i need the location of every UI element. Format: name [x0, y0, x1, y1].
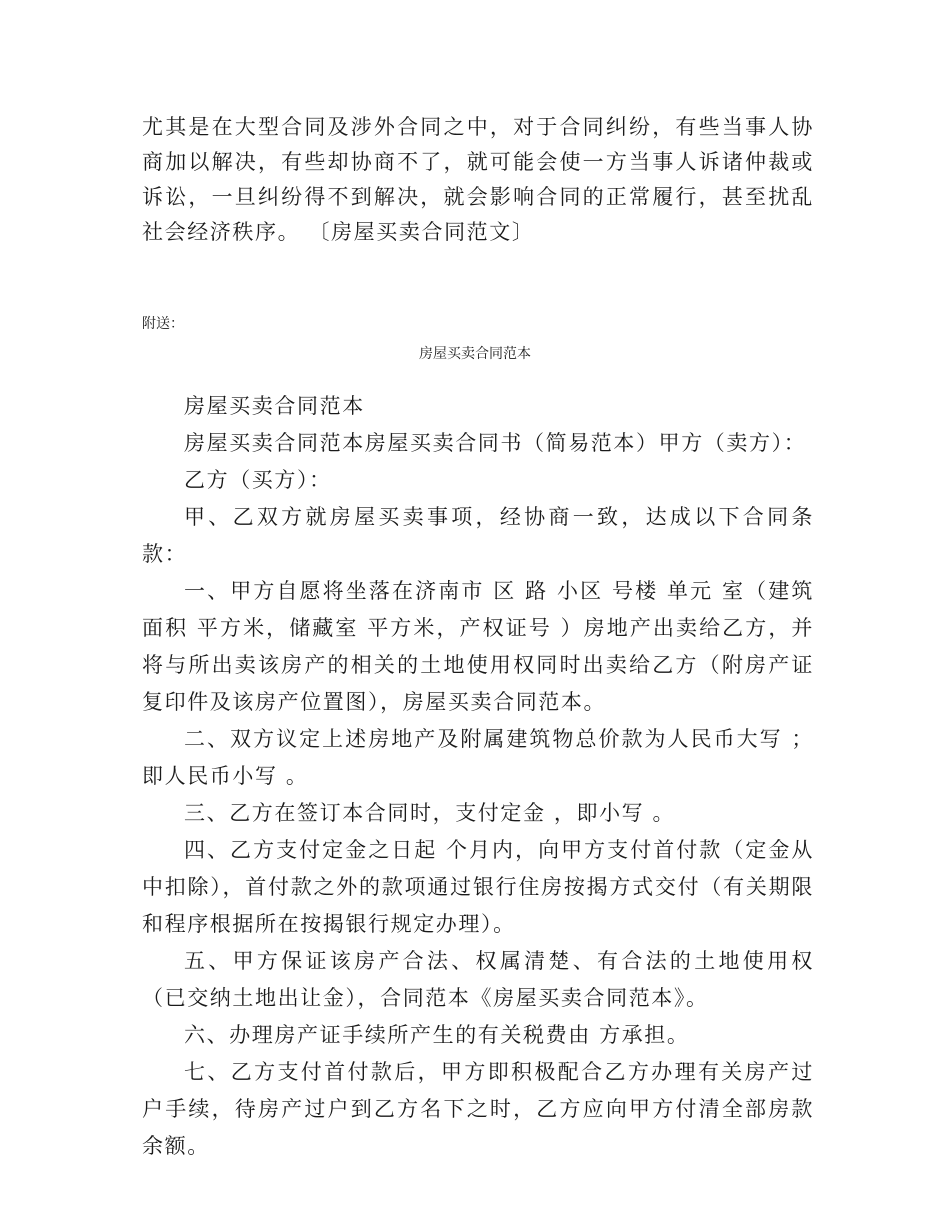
clause-4: 四、乙方支付定金之日起 个月内，向甲方支付首付款（定金从中扣除），首付款之外的款项通过银行住房按揭方式交付（有关期限和程序根据所在按揭银行规定办理）。	[142, 838, 814, 936]
contract-title: 房屋买卖合同范本	[419, 346, 531, 362]
buyer-line: 乙方（买方）：	[184, 468, 332, 492]
attachment-label: 附送：	[142, 316, 184, 332]
clause-7: 七、乙方支付首付款后，甲方即积极配合乙方办理有关房产过户手续，待房产过户到乙方名下之时，乙方应向甲方付清全部房款余额。	[142, 1060, 814, 1158]
clause-5: 五、甲方保证该房产合法、权属清楚、有合法的土地使用权（已交纳土地出让金），合同范本《房屋买卖合同范本》。	[142, 949, 814, 1010]
intro-paragraph: 尤其是在大型合同及涉外合同之中，对于合同纠纷，有些当事人协商加以解决，有些却协商不了，就可能会使一方当事人诉诸仲裁或诉讼，一旦纠纷得不到解决，就会影响合同的正常履行，甚至扰乱社会经济秩序。 〔房屋买卖合同范文〕	[142, 115, 814, 244]
clause-6: 六、办理房产证手续所产生的有关税费由 方承担。	[184, 1023, 690, 1047]
contract-intro-line: 房屋买卖合同范本房屋买卖合同书（简易范本）甲方（卖方）：	[184, 431, 807, 455]
agreement-line: 甲、乙双方就房屋买卖事项，经协商一致，达成以下合同条款：	[142, 505, 814, 566]
clause-3: 三、乙方在签订本合同时，支付定金 ，即小写 。	[184, 801, 676, 825]
clause-2: 二、双方议定上述房地产及附属建筑物总价款为人民币大写 ；即人民币小写 。	[142, 727, 814, 788]
clause-1: 一、甲方自愿将坐落在济南市 区 路 小区 号楼 单元 室（建筑面积 平方米，储藏室 平方米，产权证号 ）房地产出卖给乙方，并将与所出卖该房产的相关的土地使用权同时出卖给乙方（附房产证复印件及该房产位置图），房屋买卖合同范本。	[142, 579, 814, 714]
contract-body	[142, 388, 814, 1165]
contract-heading: 房屋买卖合同范本	[184, 394, 365, 418]
